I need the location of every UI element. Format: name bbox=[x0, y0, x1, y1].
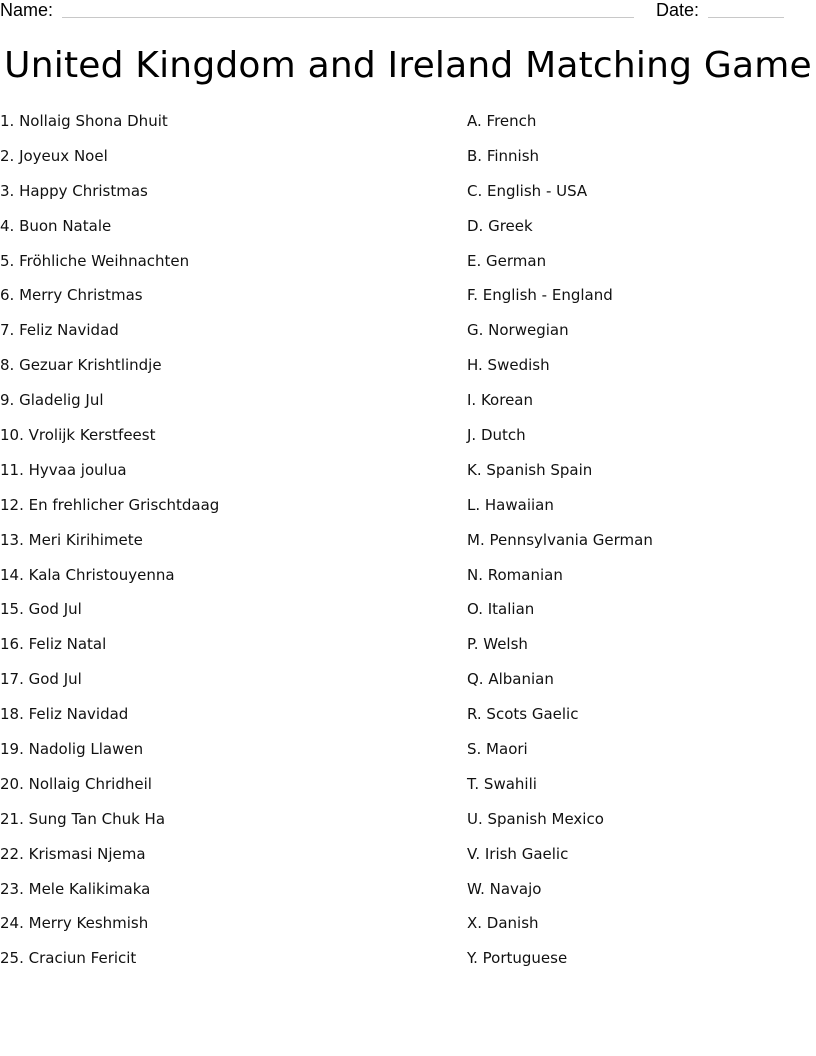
clue-item: 25. Craciun Fericit bbox=[0, 949, 137, 968]
answer-item: P. Welsh bbox=[467, 635, 528, 654]
answer-item: R. Scots Gaelic bbox=[467, 705, 579, 724]
clue-item: 9. Gladelig Jul bbox=[0, 391, 104, 410]
clue-item: 20. Nollaig Chridheil bbox=[0, 774, 152, 793]
clue-item: 24. Merry Keshmish bbox=[0, 914, 149, 933]
answer-item: A. French bbox=[467, 112, 537, 130]
answer-item: T. Swahili bbox=[467, 774, 537, 793]
answer-item: H. Swedish bbox=[467, 356, 550, 375]
answer-item: G. Norwegian bbox=[467, 321, 569, 340]
answers-list bbox=[467, 110, 807, 982]
answer-item: K. Spanish Spain bbox=[467, 460, 593, 479]
answer-item: W. Navajo bbox=[467, 879, 542, 898]
date-label: Date: bbox=[656, 0, 700, 20]
answer-item: I. Korean bbox=[467, 391, 533, 410]
answer-item: Q. Albanian bbox=[467, 670, 554, 689]
clue-item: 6. Merry Christmas bbox=[0, 286, 143, 305]
name-date-header bbox=[0, 0, 816, 22]
answer-item: O. Italian bbox=[467, 600, 535, 619]
date-blank-line bbox=[708, 17, 784, 18]
answer-item: Y. Portuguese bbox=[467, 949, 568, 968]
answer-item: F. English - England bbox=[467, 286, 613, 305]
clue-item: 12. En frehlicher Grischtdaag bbox=[0, 495, 220, 514]
clue-item: 21. Sung Tan Chuk Ha bbox=[0, 809, 166, 828]
clue-item: 13. Meri Kirihimete bbox=[0, 530, 143, 549]
answer-item: U. Spanish Mexico bbox=[467, 809, 604, 828]
clue-item: 16. Feliz Natal bbox=[0, 635, 107, 654]
clue-item: 22. Krismasi Njema bbox=[0, 844, 146, 863]
clues-list bbox=[0, 110, 440, 982]
clue-item: 1. Nollaig Shona Dhuit bbox=[0, 112, 168, 130]
answer-item: S. Maori bbox=[467, 740, 528, 759]
clue-item: 14. Kala Christouyenna bbox=[0, 565, 175, 584]
name-label: Name: bbox=[0, 0, 54, 20]
clue-item: 10. Vrolijk Kerstfeest bbox=[0, 426, 156, 445]
answer-item: C. English - USA bbox=[467, 181, 588, 200]
clue-item: 11. Hyvaa joulua bbox=[0, 460, 127, 479]
clue-item: 17. God Jul bbox=[0, 670, 82, 689]
clue-item: 23. Mele Kalikimaka bbox=[0, 879, 151, 898]
clue-item: 19. Nadolig Llawen bbox=[0, 740, 144, 759]
clue-item: 4. Buon Natale bbox=[0, 216, 112, 235]
clue-item: 15. God Jul bbox=[0, 600, 82, 619]
answer-item: J. Dutch bbox=[467, 426, 526, 445]
clue-item: 8. Gezuar Krishtlindje bbox=[0, 356, 162, 375]
answer-item: L. Hawaiian bbox=[467, 495, 554, 514]
clue-item: 5. Fröhliche Weihnachten bbox=[0, 251, 190, 270]
name-blank-line bbox=[62, 17, 634, 18]
answer-item: B. Finnish bbox=[467, 146, 540, 165]
clue-item: 18. Feliz Navidad bbox=[0, 705, 129, 724]
clue-item: 2. Joyeux Noel bbox=[0, 146, 108, 165]
answer-item: X. Danish bbox=[467, 914, 539, 933]
clue-item: 7. Feliz Navidad bbox=[0, 321, 119, 340]
answer-item: N. Romanian bbox=[467, 565, 563, 584]
answer-item: D. Greek bbox=[467, 216, 533, 235]
answer-item: M. Pennsylvania German bbox=[467, 530, 653, 549]
answer-item: E. German bbox=[467, 251, 547, 270]
page-title: United Kingdom and Ireland Matching Game bbox=[4, 45, 812, 86]
clue-item: 3. Happy Christmas bbox=[0, 181, 148, 200]
answer-item: V. Irish Gaelic bbox=[467, 844, 569, 863]
